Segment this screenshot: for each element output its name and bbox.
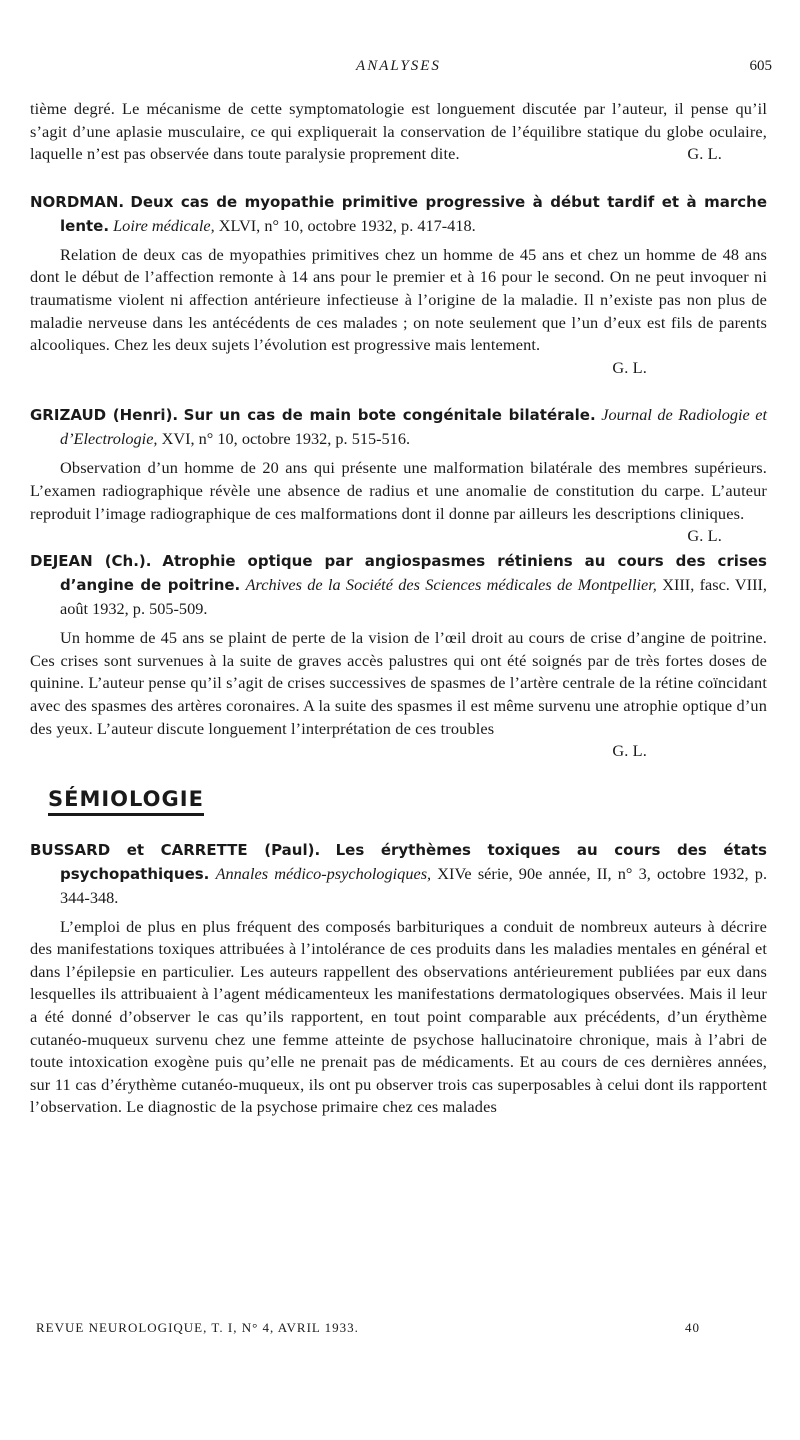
entry-signature: G. L. xyxy=(687,526,722,546)
entry-journal: Loire médicale, xyxy=(113,215,215,235)
entry-title: Les érythèmes toxiques au cours des états psychopathiques. xyxy=(60,840,767,883)
page-number: 605 xyxy=(749,58,772,74)
entry-reference: XIVe série, 90e année, II, n° 3, octobre 1932, p. 344-348. xyxy=(60,863,768,907)
entry-journal: Annales médico-psychologiques, xyxy=(215,863,432,883)
entry-body: Relation de deux cas de myopathies primitives chez un homme de 45 ans et chez un homme de 48 ans dont le début de l’affection remonte à 14 ans pour le premier et à 16 pour le second. On ne peut invoquer ni traumatisme violent ni affection antérieure infectieuse à l’origine de la maladie. Il n’existe pas non plus de maladie nerveuse dans les antécédents de ces malades ; on note seulement que l’un d’eux est fils de parents alcooliques. Chez les deux sujets l’évolution est progressive mais lentement. xyxy=(30,244,767,355)
entry-author: GRIZAUD (Henri). xyxy=(30,406,179,425)
entry-reference: XIII, fasc. VIII, août 1932, p. 505-509. xyxy=(60,575,767,619)
entry-body: L’emploi de plus en plus fréquent des composés barbituriques a conduit de nombreux auteurs à décrire des manifestations toxiques attribuées à l’intolérance de ces produits dans les maladies mentales en général et dans l’épilepsie en particulier. Les auteurs rappellent des observations antérieurement publiées par eux dans lesquelles ils attribuaient à l’agent médicamenteux les manifestations dermatologiques observées. Mais il leur a été donné d’observer le cas qu’ils rapportent, en tout point comparable aux précédents, d’un érythème cutanéo-muqueux survenu chez une femme atteinte de psychose hallucinatoire chronique, mais à l’abri de toute intoxication exogène puis qu’elle ne prenait pas de médicaments. Et au cours de ces dernières années, sur 11 cas d’érythème cutanéo-muqueux, ils ont pu observer trois cas superposables à celui dont ils rapportent l’observation. Le diagnostic de la psychose primaire chez ces malades xyxy=(30,916,767,1117)
continuation-paragraph xyxy=(30,98,767,166)
entry-heading xyxy=(30,549,767,621)
entry-heading xyxy=(30,403,767,451)
entry-signature: G. L. xyxy=(612,741,647,761)
running-title: ANALYSES xyxy=(356,58,441,74)
entry-title: Deux cas de myopathie primitive progressive à début tardif et à marche lente. xyxy=(60,192,767,235)
entry-body-text: Observation d’un homme de 20 ans qui présente une malformation bilatérale des membres supérieurs. L’examen radiographique révèle une absence de radius et une anomalie de constitution du carpe. L’auteur reproduit l’image radiographique de ces malformations dont il donne par ailleurs les descriptions cliniques. xyxy=(30,458,767,523)
entry-bussard xyxy=(30,838,767,1119)
entry-heading xyxy=(30,190,767,238)
continuation-signature: G. L. xyxy=(687,144,722,164)
entry-body: Un homme de 45 ans se plaint de perte de la vision de l’œil droit au cours de crise d’angine de poitrine. Ces crises sont survenues à la suite de graves accès palustres qui ont été soignés par de très fortes doses de quinine. L’auteur pense qu’il s’agit de crises successives de spasmes de l’artère centrale de la rétine coïncidant avec des spasmes des artères coronaires. A la suite des spasmes il est même survenu une atrophie optique d’un des yeux. L’auteur discute longuement l’interprétation de ces troubles xyxy=(30,628,767,738)
entry-signature: G. L. xyxy=(612,357,647,377)
section-heading: SÉMIOLOGIE xyxy=(48,787,204,816)
entry-author: NORDMAN. xyxy=(30,192,125,211)
entry-author: DEJEAN (Ch.). xyxy=(30,552,152,571)
entry-journal: Archives de la Société des Sciences médicales de Montpellier, xyxy=(245,575,657,595)
document-page xyxy=(30,0,772,1119)
entry-heading xyxy=(30,838,767,910)
entry-reference: XVI, n° 10, octobre 1932, p. 515-516. xyxy=(161,429,411,449)
running-header xyxy=(30,58,772,98)
footer-page-number: 40 xyxy=(685,1320,700,1335)
entry-title: Atrophie optique par angiospasmes rétiniens au cours des crises d’angine de poitrine. xyxy=(60,552,767,595)
page-footer xyxy=(36,1320,770,1336)
entry-grizaud xyxy=(30,403,767,546)
continuation-text: tième degré. Le mécanisme de cette symptomatologie est longuement discutée par l’auteur, il pense qu’il s’agit d’une aplasie musculaire, ce qui expliquerait la conservation de l’équilibre statique du globe oculaire, laquelle n’est pas observée dans toute paralysie proprement dite. xyxy=(30,99,767,164)
entry-journal: Journal de Radiologie et d’Electrologie, xyxy=(60,405,767,449)
entry-title: Sur un cas de main bote congénitale bilatérale. xyxy=(183,406,596,425)
entry-body xyxy=(30,457,767,546)
entry-reference: XLVI, n° 10, octobre 1932, p. 417-418. xyxy=(218,215,476,235)
entry-nordman xyxy=(30,190,767,380)
entry-author: BUSSARD et CARRETTE (Paul). xyxy=(30,840,321,859)
entry-dejean xyxy=(30,549,767,763)
footer-journal: REVUE NEUROLOGIQUE, T. I, N° 4, AVRIL 1933. xyxy=(36,1320,359,1335)
